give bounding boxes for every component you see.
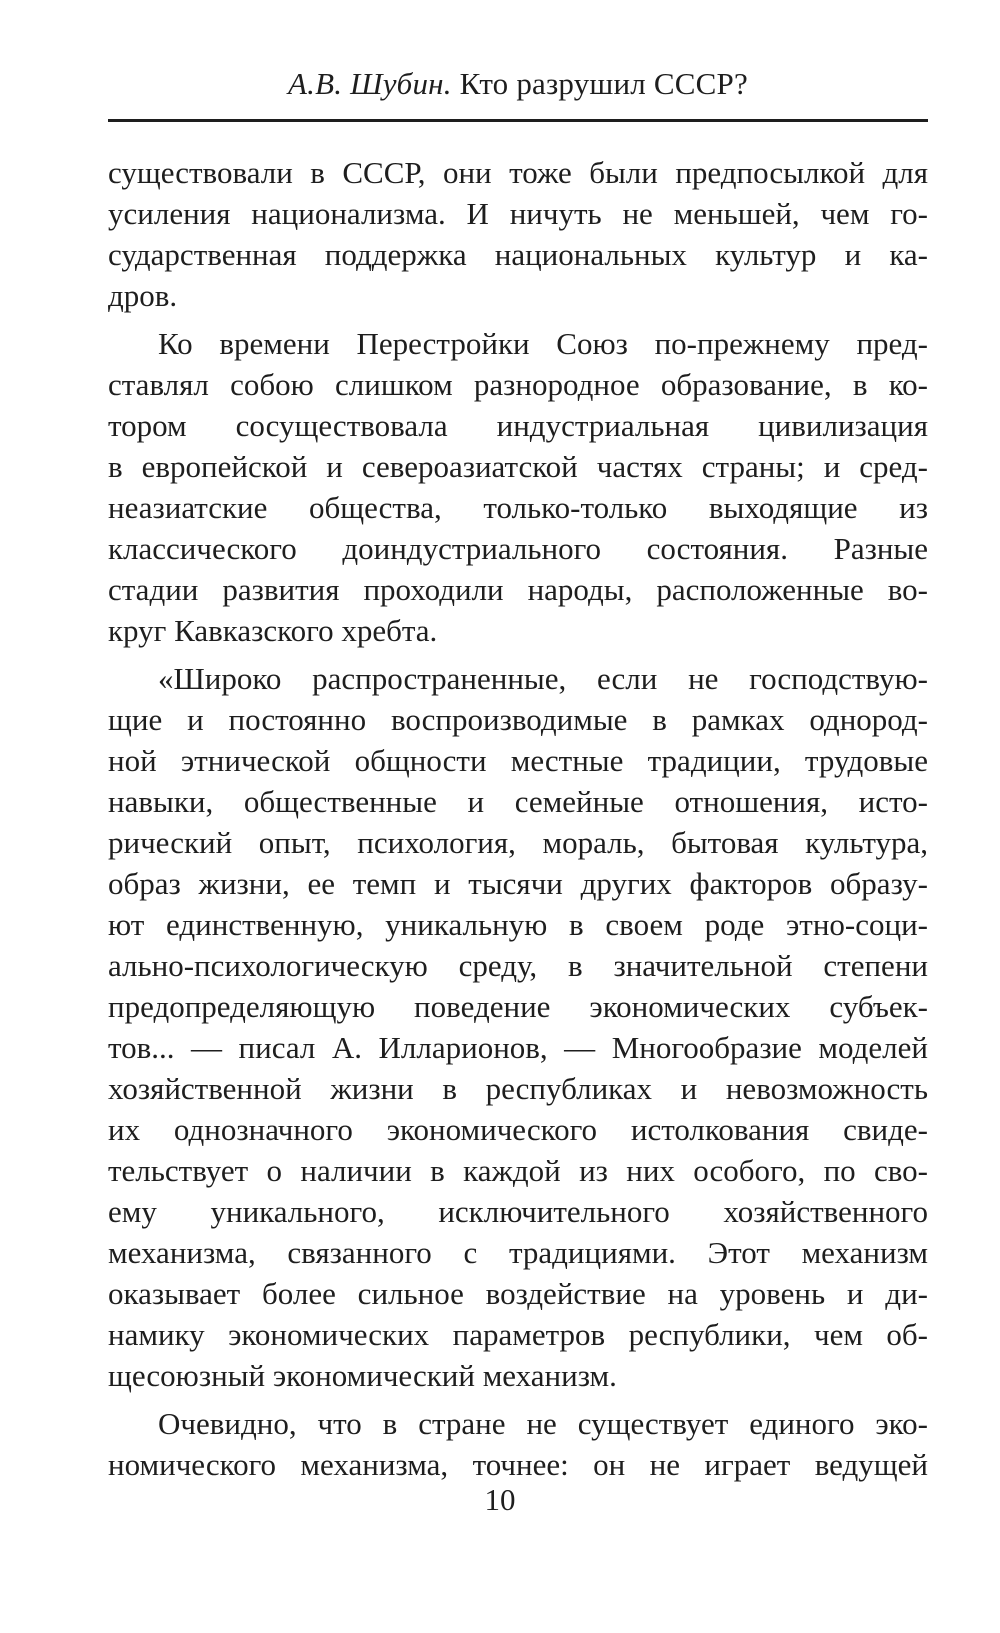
text-line: сударственная поддержка национальных культур и ка- xyxy=(108,237,928,272)
text-line: намику экономических параметров республики, чем об- xyxy=(108,1317,928,1352)
text-line: навыки, общественные и семейные отношения, исто- xyxy=(108,784,928,819)
running-head-title: Кто разрушил СССР? xyxy=(459,66,748,101)
body-text xyxy=(108,152,928,1485)
text-line: неазиатские общества, только-только выходящие из xyxy=(108,490,928,525)
text-line: стадии развития проходили народы, расположенные во- xyxy=(108,572,928,607)
text-line: их однозначного экономического истолкования свиде- xyxy=(108,1112,928,1147)
text-line: ставлял собою слишком разнородное образование, в ко- xyxy=(108,367,928,402)
text-line: предопределяющую поведение экономических субъек- xyxy=(108,989,928,1024)
text-line: классического доиндустриального состояния. Разные xyxy=(108,531,928,566)
paragraph-3 xyxy=(108,658,928,1396)
paragraph-1 xyxy=(108,152,928,316)
text-line: тором сосуществовала индустриальная цивилизация xyxy=(108,408,928,443)
text-line: ной этнической общности местные традиции, трудовые xyxy=(108,743,928,778)
text-line: усиления национализма. И ничуть не меньшей, чем го- xyxy=(108,196,928,231)
text-line: образ жизни, ее темп и тысячи других факторов образу- xyxy=(108,866,928,901)
text-line: хозяйственной жизни в республиках и невозможность xyxy=(108,1071,928,1106)
text-line: тов... — писал А. Илларионов, — Многообразие моделей xyxy=(108,1030,928,1065)
page-number: 10 xyxy=(484,1482,516,1517)
header-rule xyxy=(108,119,928,122)
text-line: щесоюзный экономический механизм. xyxy=(108,1358,617,1393)
text-line: щие и постоянно воспроизводимые в рамках однород- xyxy=(108,702,928,737)
running-head-author: А.В. Шубин. xyxy=(288,66,452,101)
text-line: круг Кавказского хребта. xyxy=(108,613,438,648)
running-head xyxy=(108,64,928,104)
text-line: ют единственную, уникальную в своем роде этно-соци- xyxy=(108,907,928,942)
text-line: Ко времени Перестройки Союз по-прежнему пред- xyxy=(158,326,928,361)
text-line: оказывает более сильное воздействие на уровень и ди- xyxy=(108,1276,928,1311)
text-line: Очевидно, что в стране не существует единого эко- xyxy=(158,1406,928,1441)
text-line: дров. xyxy=(108,278,178,313)
text-line: номического механизма, точнее: он не играет ведущей xyxy=(108,1447,928,1482)
text-line: «Широко распространенные, если не господствую- xyxy=(158,661,928,696)
text-line: ально-психологическую среду, в значительной степени xyxy=(108,948,928,983)
paragraph-4 xyxy=(108,1403,928,1485)
text-line: рический опыт, психология, мораль, бытовая культура, xyxy=(108,825,928,860)
text-line: механизма, связанного с традициями. Этот механизм xyxy=(108,1235,928,1270)
text-line: тельствует о наличии в каждой из них особого, по сво- xyxy=(108,1153,928,1188)
text-line: в европейской и североазиатской частях страны; и сред- xyxy=(108,449,928,484)
text-line: ему уникального, исключительного хозяйственного xyxy=(108,1194,928,1229)
text-line: существовали в СССР, они тоже были предпосылкой для xyxy=(108,155,928,190)
paragraph-2 xyxy=(108,323,928,651)
